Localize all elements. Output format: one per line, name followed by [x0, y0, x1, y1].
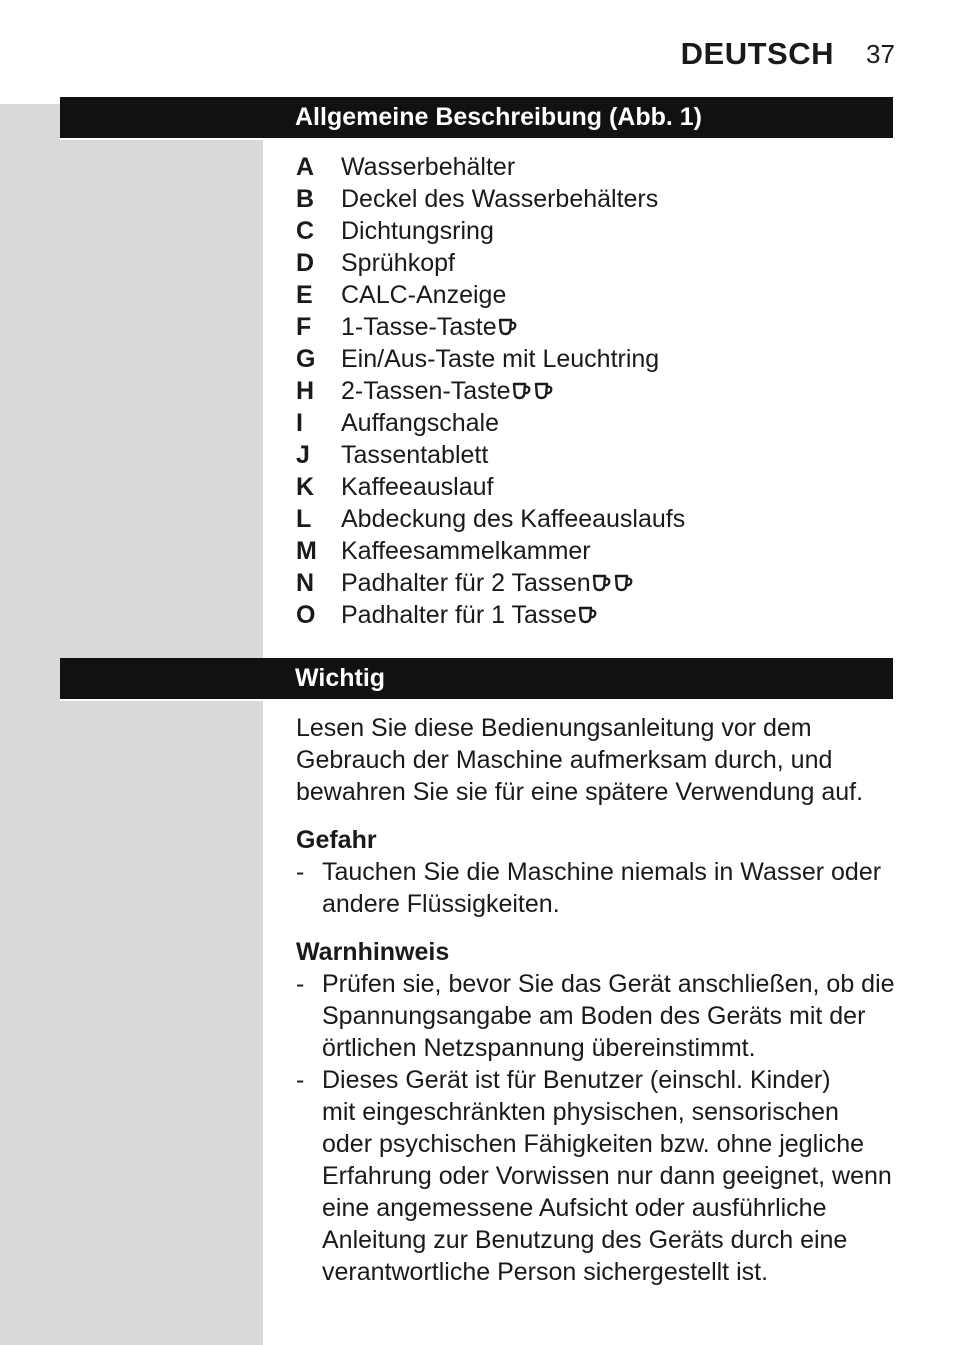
warning-item: Prüfen sie, bevor Sie das Gerät anschließen, ob die Spannungsangabe am Boden des Geräts mit der örtlichen Netzspannung übereinstimmt. — [322, 970, 895, 1062]
part-label: Padhalter für 1 Tasse — [341, 600, 577, 629]
part-item — [296, 503, 685, 535]
part-label: Auffangschale — [341, 408, 499, 437]
part-item — [296, 247, 685, 279]
part-item — [296, 599, 685, 631]
part-item — [296, 215, 685, 247]
part-letter: M — [296, 536, 317, 565]
danger-item: Tauchen Sie die Maschine niemals in Wasser oder andere Flüssigkeiten. — [322, 858, 882, 918]
language-heading: DEUTSCH — [680, 36, 834, 71]
warning-item: Dieses Gerät ist für Benutzer (einschl. Kinder) mit eingeschränkten physischen, sensorischen oder psychischen Fähigkeiten bzw. ohne jegliche Erfahrung oder Vorwissen nur dann geeignet, wenn eine angemessene Aufsicht oder ausführliche Anleitung zur Benutzung des Geräts durch eine verantwortliche Person sichergestellt ist. — [322, 1066, 892, 1286]
part-item — [296, 407, 685, 439]
part-letter: H — [296, 376, 315, 405]
cup-icon — [534, 381, 555, 401]
part-item — [296, 535, 685, 567]
section-bar-general — [60, 97, 893, 138]
part-letter: K — [296, 472, 315, 501]
part-label: Sprühkopf — [341, 248, 455, 277]
part-item — [296, 279, 685, 311]
part-item — [296, 439, 685, 471]
bullet-item — [296, 856, 896, 920]
part-item — [296, 151, 685, 183]
bullet-item — [296, 968, 896, 1064]
bullet-dash: - — [296, 1066, 305, 1094]
page-number: 37 — [866, 39, 895, 69]
cup-icon — [578, 605, 599, 625]
part-letter: J — [296, 440, 310, 469]
part-letter: O — [296, 600, 316, 629]
part-letter: I — [296, 408, 303, 437]
section-divider — [60, 699, 893, 701]
cup-icon — [614, 573, 635, 593]
part-letter: F — [296, 312, 312, 341]
part-letter: G — [296, 344, 316, 373]
part-item — [296, 471, 685, 503]
part-label: CALC-Anzeige — [341, 280, 507, 309]
part-letter: A — [296, 152, 315, 181]
part-label: Kaffeesammelkammer — [341, 536, 591, 565]
margin-column — [0, 104, 263, 1345]
part-item — [296, 311, 685, 343]
part-letter: B — [296, 184, 315, 213]
part-label: Deckel des Wasserbehälters — [341, 184, 659, 213]
part-letter: C — [296, 216, 315, 245]
cup-icon — [498, 317, 519, 337]
part-label: Padhalter für 2 Tassen — [341, 568, 591, 597]
bullet-dash: - — [296, 970, 305, 998]
cup-icon — [592, 573, 613, 593]
part-letter: N — [296, 568, 315, 597]
intro-paragraph: Lesen Sie diese Bedienungsanleitung vor dem Gebrauch der Maschine aufmerksam durch, und bewahren Sie sie für eine spätere Verwendung auf. — [296, 714, 864, 806]
part-item — [296, 375, 685, 407]
section-title-important: Wichtig — [295, 664, 386, 692]
part-letter: E — [296, 280, 313, 309]
part-label: Wasserbehälter — [341, 152, 516, 181]
cup-icon — [512, 381, 533, 401]
parts-list — [296, 151, 685, 631]
part-item — [296, 567, 685, 599]
warning-heading: Warnhinweis — [296, 938, 450, 966]
part-letter: L — [296, 504, 312, 533]
danger-heading: Gefahr — [296, 826, 377, 854]
bullet-dash: - — [296, 858, 305, 886]
section-title-general: Allgemeine Beschreibung (Abb. 1) — [295, 103, 703, 131]
part-letter: D — [296, 248, 315, 277]
section-divider — [60, 138, 893, 140]
part-label: Tassentablett — [341, 440, 489, 469]
part-label: 1-Tasse-Taste — [341, 312, 497, 341]
part-label: Dichtungsring — [341, 216, 494, 245]
part-item — [296, 183, 685, 215]
part-item — [296, 343, 685, 375]
part-label: 2-Tassen-Taste — [341, 376, 511, 405]
bullet-item — [296, 1064, 896, 1288]
part-label: Ein/Aus-Taste mit Leuchtring — [341, 344, 660, 373]
part-label: Kaffeeauslauf — [341, 472, 494, 501]
part-label: Abdeckung des Kaffeeauslaufs — [341, 504, 686, 533]
section-bar-important — [60, 658, 893, 699]
